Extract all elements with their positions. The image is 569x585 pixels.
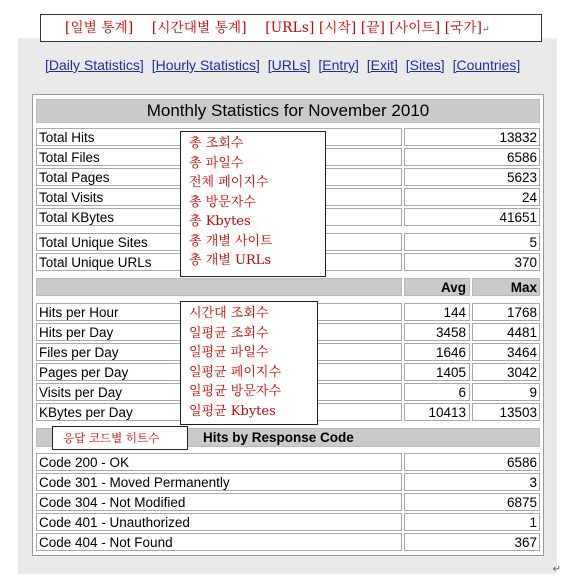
kr-link-countries[interactable]: [국가]: [444, 20, 483, 36]
response-code-title: Hits by Response Code: [203, 430, 354, 445]
row-max: 13503: [472, 403, 540, 421]
row-label: Hits per Hour: [36, 303, 402, 321]
row-max: 1768: [472, 303, 540, 321]
nav-exit[interactable]: [Exit]: [366, 57, 398, 73]
row-label: Total KBytes: [36, 208, 402, 226]
row-value: 6875: [404, 493, 540, 511]
header-blank: [36, 278, 402, 296]
row-label: Total Visits: [36, 188, 402, 206]
annotation-line: 일평균 페이지수: [189, 364, 282, 380]
annotation-line: 총 방문자수: [189, 194, 256, 210]
kr-link-urls[interactable]: [URLs]: [265, 20, 315, 36]
row-label: Total Unique Sites: [36, 233, 402, 251]
page-title: Monthly Statistics for November 2010: [36, 99, 540, 123]
row-value: 5: [404, 233, 540, 251]
row-value: 1: [404, 513, 540, 531]
nav-sites[interactable]: [Sites]: [405, 57, 445, 73]
annotation-line: 일평균 방문자수: [189, 384, 282, 399]
annotation-line: 일평균 조회수: [189, 325, 269, 341]
kr-link-start[interactable]: [시작]: [318, 20, 357, 36]
nav-entry[interactable]: [Entry]: [318, 57, 359, 73]
annotation-line: 총 개별 URLs: [189, 253, 271, 268]
row-value: 367: [404, 533, 540, 551]
row-avg: 1646: [404, 343, 470, 361]
nav-links: [45, 57, 524, 73]
row-max: 3464: [472, 343, 540, 361]
annotation-line: 총 조회수: [189, 136, 244, 151]
row-value: 41651: [404, 208, 540, 226]
row-label: Files per Day: [36, 343, 402, 361]
annotation-line: 총 개별 사이트: [189, 233, 273, 249]
row-label: Total Files: [36, 148, 402, 166]
row-max: 9: [472, 383, 540, 401]
row-label: Hits per Day: [36, 323, 402, 341]
paragraph-mark-icon: ↵: [482, 25, 490, 35]
row-label: Code 404 - Not Found: [36, 533, 402, 551]
row-value: 370: [404, 253, 540, 271]
annotation-line: 전체 페이지수: [189, 175, 269, 190]
row-value: 13832: [404, 128, 540, 146]
row-avg: 6: [404, 383, 470, 401]
row-label: Code 301 - Moved Permanently: [36, 473, 402, 491]
row-value: 3: [404, 473, 540, 491]
row-avg: 3458: [404, 323, 470, 341]
row-label: Code 200 - OK: [36, 453, 402, 471]
kr-link-daily[interactable]: [일별 통계]: [65, 20, 134, 36]
row-label: Visits per Day: [36, 383, 402, 401]
nav-daily-statistics[interactable]: [Daily Statistics]: [45, 57, 144, 73]
annotation-line: 시간대 조회수: [189, 306, 269, 321]
kr-link-end[interactable]: [끝]: [360, 20, 386, 36]
row-avg: 144: [404, 303, 470, 321]
annotation-per: [180, 301, 318, 425]
row-value: 5623: [404, 168, 540, 186]
row-label: Total Unique URLs: [36, 253, 402, 271]
row-label: Code 304 - Not Modified: [36, 493, 402, 511]
paragraph-mark-icon: ↵: [552, 564, 561, 575]
annotation-line: 총 Kbytes: [189, 214, 251, 229]
kr-link-sites[interactable]: [사이트]: [389, 20, 441, 36]
nav-urls[interactable]: [URLs]: [267, 57, 311, 73]
row-value: 24: [404, 188, 540, 206]
avg-header: Avg: [404, 278, 470, 296]
row-label: Code 401 - Unauthorized: [36, 513, 402, 531]
row-label: KBytes per Day: [36, 403, 402, 421]
annotation-totals: [180, 131, 326, 277]
row-value: 6586: [404, 453, 540, 471]
row-max: 4481: [472, 323, 540, 341]
row-value: 6586: [404, 148, 540, 166]
annotation-line: 일평균 Kbytes: [189, 403, 276, 419]
row-avg: 1405: [404, 363, 470, 381]
row-label: Total Pages: [36, 168, 402, 186]
annotation-response: 응답 코드별 히트수: [52, 426, 188, 450]
annotation-line: 총 파일수: [189, 155, 244, 171]
annotation-line: 일평균 파일수: [189, 345, 269, 360]
row-avg: 10413: [404, 403, 470, 421]
kr-link-hourly[interactable]: [시간대별 통계]: [151, 20, 247, 36]
row-max: 3042: [472, 363, 540, 381]
row-label: Pages per Day: [36, 363, 402, 381]
nav-hourly-statistics[interactable]: [Hourly Statistics]: [151, 57, 260, 73]
max-header: Max: [472, 278, 540, 296]
korean-header-bar: [40, 14, 542, 42]
row-label: Total Hits: [36, 128, 402, 146]
nav-countries[interactable]: [Countries]: [452, 57, 521, 73]
